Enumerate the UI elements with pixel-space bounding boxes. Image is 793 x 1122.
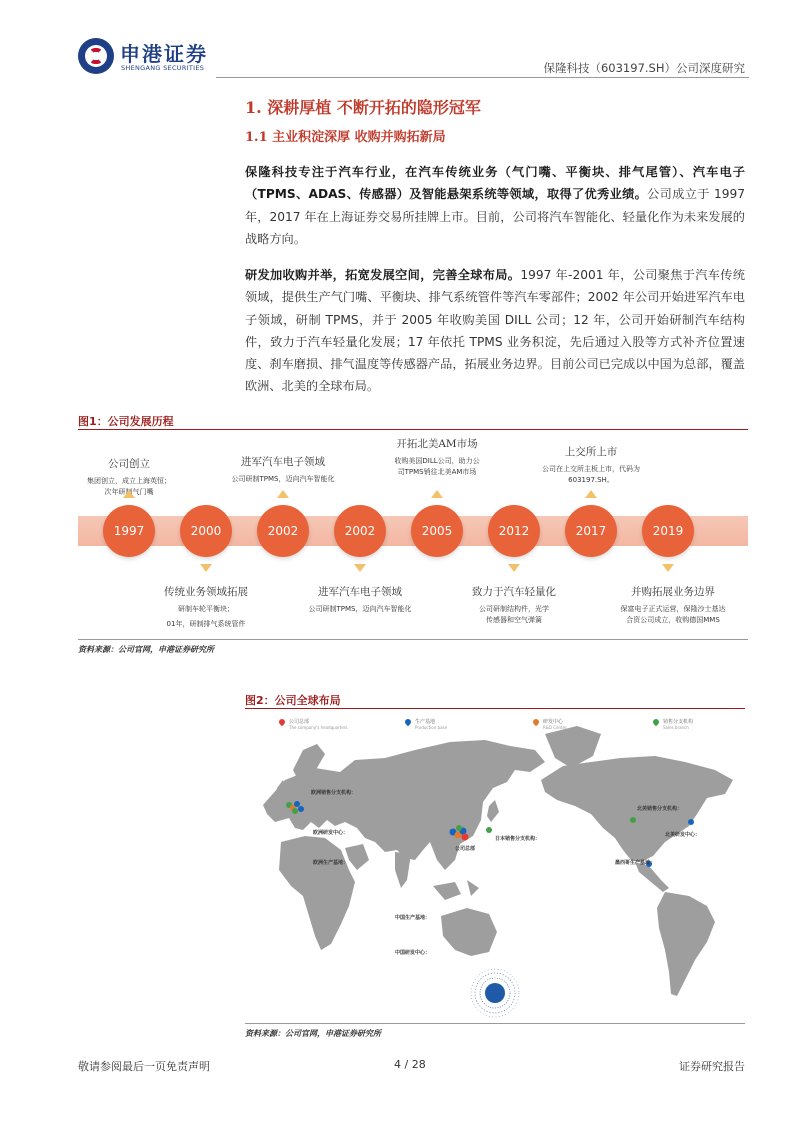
global-layout-map <box>245 710 745 1018</box>
page-number: 4 / 28 <box>394 1058 426 1071</box>
report-title: 保隆科技（603197.SH）公司深度研究 <box>543 61 745 75</box>
event-desc: 传感器和空气弹簧 <box>486 616 542 624</box>
event-desc: 603197.SH。 <box>568 476 614 484</box>
legend-label-en: Sales branch <box>663 725 689 730</box>
brand-name-en: SHENGANG SECURITIES <box>121 64 205 72</box>
event-desc: 合资公司成立，收购德国MMS <box>626 616 720 624</box>
timeline-year: 2002 <box>334 505 386 557</box>
event-title: 进军汽车电子领域 <box>241 456 325 468</box>
event-desc: 收购美国DILL公司，助力公 <box>394 457 480 465</box>
map-label-na-rd: 北美研发中心： <box>665 832 701 838</box>
arrow-up-icon <box>431 490 443 498</box>
map-label-jp: 日本销售分支机构： <box>495 836 541 842</box>
event-title: 并购拓展业务边界 <box>631 586 715 598</box>
paragraph-2-text: 1997 年-2001 年，公司聚焦于汽车传统领域，提供生产气门嘴、平衡块、排气系统管件等汽车零部件；2002 年公司开始进军汽车电子领域，研制 TPMS，并于 2005 年收购美国 DILL 公司；12 年，公司开始研制汽车结构件，致力于汽车轻量化发展；17 年依托 TPMS 业务积淀，先后通过入股等方式补齐位置速度、刹车磨损、排气温度等传感器产品，拓展业务边界。目前公司已完成以中国为总部，覆盖欧洲、北美的全球布局。 <box>245 268 746 394</box>
legend-label: 生产基地 <box>415 719 436 725</box>
map-label-eu-prod: 欧洲生产基地： <box>313 860 349 866</box>
event-desc: 保富电子正式运营，保隆沙士基达 <box>620 605 726 613</box>
arrow-down-icon <box>354 564 366 572</box>
rd-pin-icon <box>532 717 540 725</box>
event-title: 进军汽车电子领域 <box>318 586 402 598</box>
map-label-mx: 墨西哥生产基地： <box>615 860 656 866</box>
arrow-up-icon <box>277 490 289 498</box>
map-label-na-sales: 北美销售分支机构： <box>637 806 683 812</box>
legend-label: 销售分支机构 <box>663 719 694 725</box>
timeline-year: 2019 <box>642 505 694 557</box>
arrow-down-icon <box>662 564 674 572</box>
map-label-eu-rd: 欧洲研发中心： <box>313 830 349 836</box>
company-logo-icon <box>78 38 114 74</box>
paragraph-1-text: 公司成立于 1997 年，2017 年在上海证券交易所挂牌上市。目前，公司将汽车智能化、轻量化作为未来发展的战略方向。 <box>245 187 745 246</box>
arrow-up-icon <box>585 490 597 498</box>
timeline-year: 1997 <box>103 505 155 557</box>
development-timeline <box>78 432 748 632</box>
legend-label-en: Production base <box>415 725 448 730</box>
timeline-year: 2000 <box>180 505 232 557</box>
paragraph-1-bold: 保隆科技专注于汽车行业，在汽车传统业务（气门嘴、平衡块、排气尾管）、汽车电子（TPMS、ADAS、传感器）及智能悬架系统等领域，取得了优秀业绩。 <box>245 165 745 202</box>
map-label-eu-sales: 欧洲销售分支机构： <box>311 790 357 796</box>
map-label-hq: 公司总部 <box>455 846 476 852</box>
timeline-event-top <box>516 444 666 486</box>
arrow-up-icon <box>123 490 135 498</box>
legend-label: 公司总部 <box>289 719 310 725</box>
timeline-year: 2002 <box>257 505 309 557</box>
report-type: 证券研究报告 <box>679 1060 745 1073</box>
event-desc: 次年研制气门嘴 <box>104 488 154 496</box>
figure2-title: 图2：公司全球布局 <box>245 694 341 707</box>
figure1-source: 资料来源：公司官网，申港证券研究所 <box>78 645 214 654</box>
production-pin-icon <box>404 717 412 725</box>
event-title: 开拓北美AM市场 <box>396 438 478 450</box>
event-title: 传统业务领域拓展 <box>164 586 248 598</box>
event-title: 公司创立 <box>108 458 150 470</box>
timeline-event-bottom <box>131 584 281 630</box>
legend-production <box>405 718 447 731</box>
map-label-cn-rd: 中国研发中心： <box>395 950 431 956</box>
timeline-event-top <box>208 454 358 485</box>
event-desc: 集团创立，成立上海英恒； <box>87 477 171 485</box>
figure2-title-rule <box>245 708 745 709</box>
event-desc: 公司研制结构件，光学 <box>479 605 549 613</box>
figure2-source: 资料来源：公司官网，申港证券研究所 <box>245 1029 381 1038</box>
figure1-title: 图1：公司发展历程 <box>78 415 174 428</box>
arrow-down-icon <box>200 564 212 572</box>
event-desc: 公司研制TPMS，迈向汽车智能化 <box>231 475 335 483</box>
legend-label: 研发中心 <box>543 719 564 725</box>
paragraph-2 <box>245 264 745 398</box>
legend-label-en: R&D Center <box>543 725 567 730</box>
event-desc: 研制车轮平衡块； <box>178 605 234 613</box>
event-desc: 01年，研制排气系统管件 <box>166 620 246 628</box>
event-title: 致力于汽车轻量化 <box>472 586 556 598</box>
timeline-event-top <box>362 436 512 478</box>
event-desc: 公司在上交所主板上市，代码为 <box>542 465 640 473</box>
header-divider <box>216 77 749 78</box>
timeline-event-bottom <box>439 584 589 626</box>
figure2-source-rule <box>245 1023 745 1024</box>
map-label-cn-prod: 中国生产基地： <box>395 915 431 921</box>
timeline-year: 2012 <box>488 505 540 557</box>
section-heading: 1. 深耕厚植 不断开拓的隐形冠军 <box>245 98 481 117</box>
hq-pin-icon <box>278 717 286 725</box>
legend-rd <box>533 718 567 731</box>
page-header <box>0 0 793 80</box>
arrow-down-icon <box>508 564 520 572</box>
legend-sales <box>653 718 693 731</box>
event-desc: 司TPMS销往北美AM市场 <box>397 468 477 476</box>
event-title: 上交所上市 <box>564 446 618 458</box>
timeline-event-bottom <box>285 584 435 615</box>
subsection-heading: 1.1 主业积淀深厚 收购并购拓新局 <box>245 130 446 145</box>
figure1-title-rule <box>78 429 748 430</box>
legend-label-en: The company's headquarters <box>289 725 348 730</box>
sales-pin-icon <box>652 717 660 725</box>
figure1-source-rule <box>78 639 748 640</box>
timeline-event-bottom <box>598 584 748 626</box>
paragraph-1 <box>245 161 745 250</box>
brand-name: 申港证券 <box>120 42 208 66</box>
timeline-year: 2017 <box>565 505 617 557</box>
legend-hq <box>279 718 348 731</box>
disclaimer-note: 敬请参阅最后一页免责声明 <box>78 1060 210 1073</box>
event-desc: 公司研制TPMS，迈向汽车智能化 <box>308 605 412 613</box>
timeline-year: 2005 <box>411 505 463 557</box>
paragraph-2-bold: 研发加收购并举，拓宽发展空间，完善全球布局。 <box>245 268 521 282</box>
